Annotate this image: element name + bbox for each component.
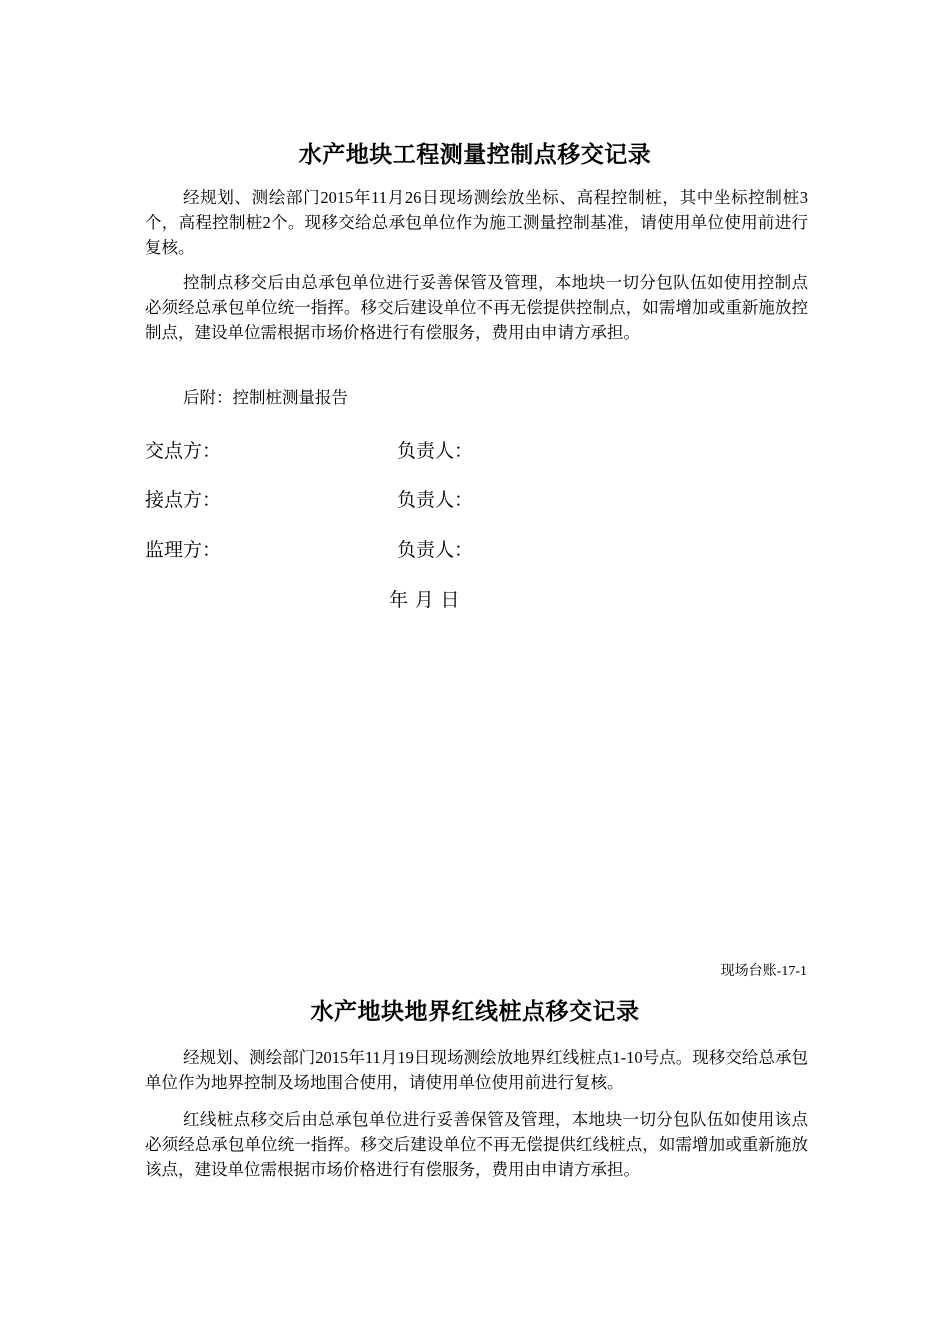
paragraph: 控制点移交后由总承包单位进行妥善保管及管理，本地块一切分包队伍如使用控制点必须经总承包单位统一指挥。移交后建设单位不再无偿提供控制点，如需增加或重新施放控制点，建设单位需根据市场价格进行有偿服务，费用由申请方承担。 bbox=[145, 273, 808, 342]
party-label: 监理方： bbox=[145, 540, 222, 561]
responsible-person-label: 负责人： bbox=[397, 540, 474, 561]
attachment-note: 后附：控制桩测量报告 bbox=[183, 388, 348, 407]
document-title: 水产地块地界红线桩点移交记录 bbox=[310, 999, 640, 1024]
paragraph: 红线桩点移交后由总承包单位进行妥善保管及管理，本地块一切分包队伍如使用该点必须经总承包单位统一指挥。移交后建设单位不再无偿提供红线桩点，如需增加或重新施放该点，建设单位需根据市场价格进行有偿服务，费用由申请方承担。 bbox=[145, 1110, 808, 1179]
signature-row-supervisor bbox=[145, 535, 745, 563]
paragraph: 经规划、测绘部门2015年11月19日现场测绘放地界红线桩点1-10号点。现移交给总承包单位作为地界控制及场地围合使用，请使用单位使用前进行复核。 bbox=[145, 1048, 808, 1092]
ledger-code: 现场台账-17-1 bbox=[720, 964, 807, 979]
paragraph: 经规划、测绘部门2015年11月26日现场测绘放坐标、高程控制桩，其中坐标控制桩3个，高程控制桩2个。现移交给总承包单位作为施工测量控制基准，请使用单位使用前进行复核。 bbox=[145, 188, 808, 257]
signature-row-handover-party bbox=[145, 436, 745, 464]
party-label: 接点方： bbox=[145, 490, 222, 511]
signature-row-receiving-party bbox=[145, 485, 745, 513]
document-title: 水产地块工程测量控制点移交记录 bbox=[298, 142, 652, 167]
responsible-person-label: 负责人： bbox=[397, 490, 474, 511]
date-line: 年 月 日 bbox=[389, 590, 461, 611]
party-label: 交点方： bbox=[145, 441, 222, 462]
responsible-person-label: 负责人： bbox=[397, 441, 474, 462]
